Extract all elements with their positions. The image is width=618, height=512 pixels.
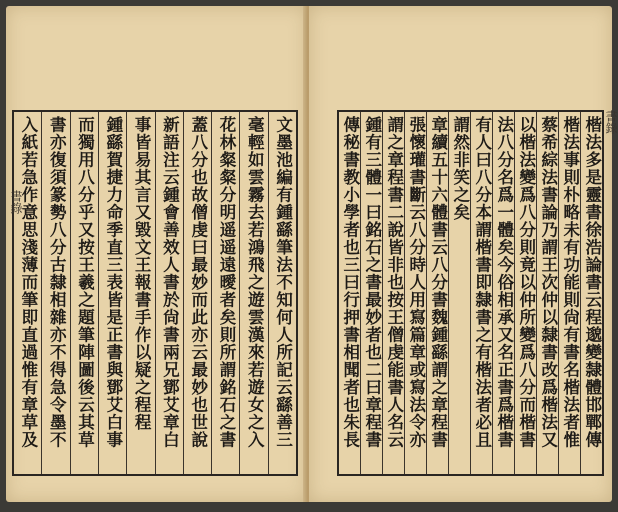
text-column	[360, 112, 382, 474]
column-text: 事皆易其言又毀文王報書手作以疑之程程	[132, 116, 152, 431]
text-column	[268, 112, 296, 474]
text-column	[514, 112, 536, 474]
text-column	[155, 112, 183, 474]
right-text-frame	[337, 110, 604, 476]
column-text: 以楷法變爲八分則竟以仲所變爲八分而楷書	[516, 116, 536, 449]
text-column	[14, 112, 41, 474]
column-text: 楷法事則朴略未有功能則尙有書名楷法者惟	[560, 116, 580, 449]
column-text: 法八分名爲一體矣今俗相承又名正書爲楷書	[494, 116, 514, 449]
left-margin-note: 書錄	[9, 190, 23, 214]
right-margin-note: 書錄	[604, 110, 618, 134]
text-column	[211, 112, 239, 474]
left-columns	[14, 112, 296, 474]
text-column	[339, 112, 360, 474]
column-text: 章續五十六體書云八分書魏鍾繇謂之章程書	[428, 116, 448, 449]
text-column	[470, 112, 492, 474]
column-text: 文墨池編有鍾繇筆法不知何人所記云繇善三	[273, 116, 293, 449]
text-column	[536, 112, 558, 474]
text-column	[448, 112, 470, 474]
column-text: 新語注云鍾會善效人書於尙書兩兄鄧艾章白	[160, 116, 180, 449]
column-text: 毫輕如雲霧去若鴻飛之遊雲漢來若遊女之入	[245, 116, 265, 449]
column-text: 謂然非笑之矣	[450, 116, 470, 221]
column-text: 鍾繇賀捷力命季直三表皆是正書與鄧艾白事	[103, 116, 123, 449]
column-text: 入紙若急作意思淺薄而筆即直過惟有章草及	[18, 116, 38, 449]
right-columns	[339, 112, 602, 474]
text-column	[70, 112, 98, 474]
text-column	[126, 112, 154, 474]
text-column	[41, 112, 69, 474]
text-column	[183, 112, 211, 474]
text-column	[382, 112, 404, 474]
column-text: 書亦復須篆勢八分古隸相雜亦不得急令墨不	[47, 116, 67, 449]
text-column	[98, 112, 126, 474]
text-column	[492, 112, 514, 474]
column-text: 鍾有三體一曰銘石之書最妙者也二曰章程書	[362, 116, 382, 449]
text-column	[404, 112, 426, 474]
column-text: 蔡希綜法書論乃謂王次仲以隸書改爲楷法又	[538, 116, 558, 449]
column-text: 花林粲粲分明遥遥遠曖者矣則所謂銘石之書	[217, 116, 236, 449]
text-column	[580, 112, 602, 474]
left-text-frame	[12, 110, 298, 476]
column-text: 有人曰八分本謂楷書即隸書之有楷法者必且	[472, 116, 492, 449]
text-column	[426, 112, 448, 474]
text-column	[558, 112, 580, 474]
column-text: 楷法多是靈書徐浩論書云程邈變隸體邯鄲傳	[582, 116, 602, 449]
column-text: 謂之章程書二說皆非也按王僧虔能書人名云	[384, 116, 404, 449]
column-text: 蓋八分也故僧虔曰最妙而此亦云最妙也世說	[188, 116, 208, 449]
left-page	[6, 6, 307, 502]
column-text: 傳秘書教小學者也三曰行押書相聞者也朱長	[340, 116, 360, 449]
column-text: 張懷瓘書斷云八分時人用寫篇章或寫法令亦	[406, 116, 426, 449]
text-column	[239, 112, 267, 474]
column-text: 而獨用八分乎又按王羲之題筆陣圖後云其草	[75, 116, 95, 449]
right-page	[309, 6, 618, 502]
